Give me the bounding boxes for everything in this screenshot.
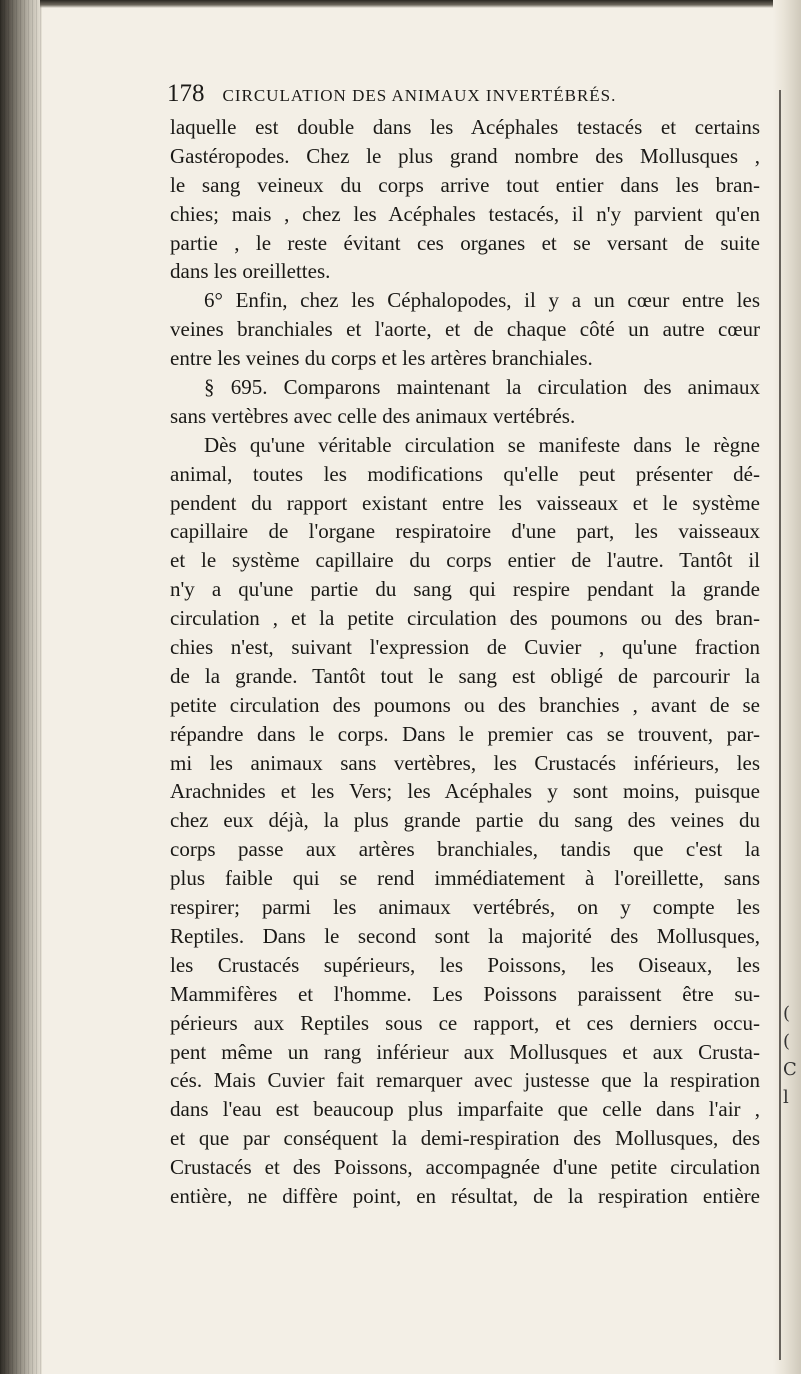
text-line: pent même un rang inférieur aux Mollusques et aux Crusta- bbox=[170, 1039, 760, 1064]
text-line: circulation , et la petite circulation des poumons ou des bran- bbox=[170, 606, 760, 631]
text-line: dans l'eau est beaucoup plus imparfaite que celle dans l'air , bbox=[170, 1097, 760, 1122]
text-line: les Crustacés supérieurs, les Poissons, les Oiseaux, les bbox=[170, 952, 760, 977]
text-line: Crustacés et des Poissons, accompagnée d'une petite circulation bbox=[170, 1155, 760, 1180]
text-line: de la grande. Tantôt tout le sang est obligé de parcourir la bbox=[170, 663, 760, 688]
text-line: chies n'est, suivant l'expression de Cuvier , qu'une fraction bbox=[170, 635, 760, 660]
margin-fragment: ( bbox=[783, 1003, 791, 1024]
text-line: Gastéropodes. Chez le plus grand nombre des Mollusques , bbox=[170, 143, 760, 168]
text-line: partie , le reste évitant ces organes et se versant de suite bbox=[170, 230, 760, 255]
text-line: sans vertèbres avec celle des animaux vertébrés. bbox=[170, 403, 576, 428]
text-line: Reptiles. Dans le second sont la majorité des Mollusques, bbox=[170, 923, 760, 948]
body-text bbox=[170, 113, 760, 1211]
margin-fragments bbox=[783, 1000, 799, 1112]
margin-fragment: C bbox=[783, 1059, 797, 1080]
paragraph bbox=[170, 286, 760, 373]
text-line: périeurs aux Reptiles sous ce rapport, et ces derniers occu- bbox=[170, 1010, 760, 1035]
running-head bbox=[167, 80, 687, 110]
text-line: cés. Mais Cuvier fait remarquer avec justesse que la respiration bbox=[170, 1068, 760, 1093]
text-line: capillaire de l'organe respiratoire d'une part, les vaisseaux bbox=[170, 519, 760, 544]
text-line: corps passe aux artères branchiales, tandis que c'est la bbox=[170, 837, 760, 862]
top-page-edge bbox=[40, 0, 801, 8]
text-line: animal, toutes les modifications qu'elle peut présenter dé- bbox=[170, 461, 760, 486]
text-line: Dès qu'une véritable circulation se manifeste dans le règne bbox=[204, 432, 760, 457]
next-page-edge bbox=[773, 0, 801, 1374]
text-line: plus faible qui se rend immédiatement à l'oreillette, sans bbox=[170, 866, 760, 891]
text-line: 6° Enfin, chez les Céphalopodes, il y a un cœur entre les bbox=[204, 288, 760, 313]
text-line: et le système capillaire du corps entier de l'autre. Tantôt il bbox=[170, 548, 760, 573]
text-line: pendent du rapport existant entre les vaisseaux et le système bbox=[170, 490, 760, 515]
running-title: CIRCULATION DES ANIMAUX INVERTÉBRÉS. bbox=[222, 86, 617, 105]
text-line: et que par conséquent la demi-respiration des Mollusques, des bbox=[170, 1126, 760, 1151]
text-line: § 695. Comparons maintenant la circulation des animaux bbox=[204, 375, 760, 400]
text-line: veines branchiales et l'aorte, et de chaque côté un autre cœur bbox=[170, 317, 760, 342]
margin-fragment: l bbox=[783, 1087, 789, 1108]
paragraph bbox=[170, 431, 760, 1211]
text-line: entière, ne diffère point, en résultat, de la respiration entière bbox=[170, 1183, 760, 1208]
gutter-texture bbox=[0, 0, 42, 1374]
text-line: mi les animaux sans vertèbres, les Crustacés inférieurs, les bbox=[170, 750, 760, 775]
text-line: respirer; parmi les animaux vertébrés, on y compte les bbox=[170, 895, 760, 920]
text-line: Mammifères et l'homme. Les Poissons paraissent être su- bbox=[170, 981, 760, 1006]
text-line: entre les veines du corps et les artères branchiales. bbox=[170, 346, 593, 371]
paragraph bbox=[170, 113, 760, 286]
text-line: le sang veineux du corps arrive tout entier dans les bran- bbox=[170, 172, 760, 197]
text-line: Arachnides et les Vers; les Acéphales y sont moins, puisque bbox=[170, 779, 760, 804]
text-line: n'y a qu'une partie du sang qui respire pendant la grande bbox=[170, 577, 760, 602]
text-line: répandre dans le corps. Dans le premier cas se trouvent, par- bbox=[170, 721, 760, 746]
page-edge-line bbox=[779, 90, 781, 1360]
text-line: dans les oreillettes. bbox=[170, 259, 331, 284]
paragraph bbox=[170, 373, 760, 431]
margin-fragment: ( bbox=[783, 1031, 791, 1052]
text-line: chez eux déjà, la plus grande partie du sang des veines du bbox=[170, 808, 760, 833]
text-line: chies; mais , chez les Acéphales testacés, il n'y parvient qu'en bbox=[170, 201, 760, 226]
page-number: 178 bbox=[167, 80, 205, 107]
text-line: laquelle est double dans les Acéphales testacés et certains bbox=[170, 115, 760, 139]
text-line: petite circulation des poumons ou des branchies , avant de se bbox=[170, 692, 760, 717]
